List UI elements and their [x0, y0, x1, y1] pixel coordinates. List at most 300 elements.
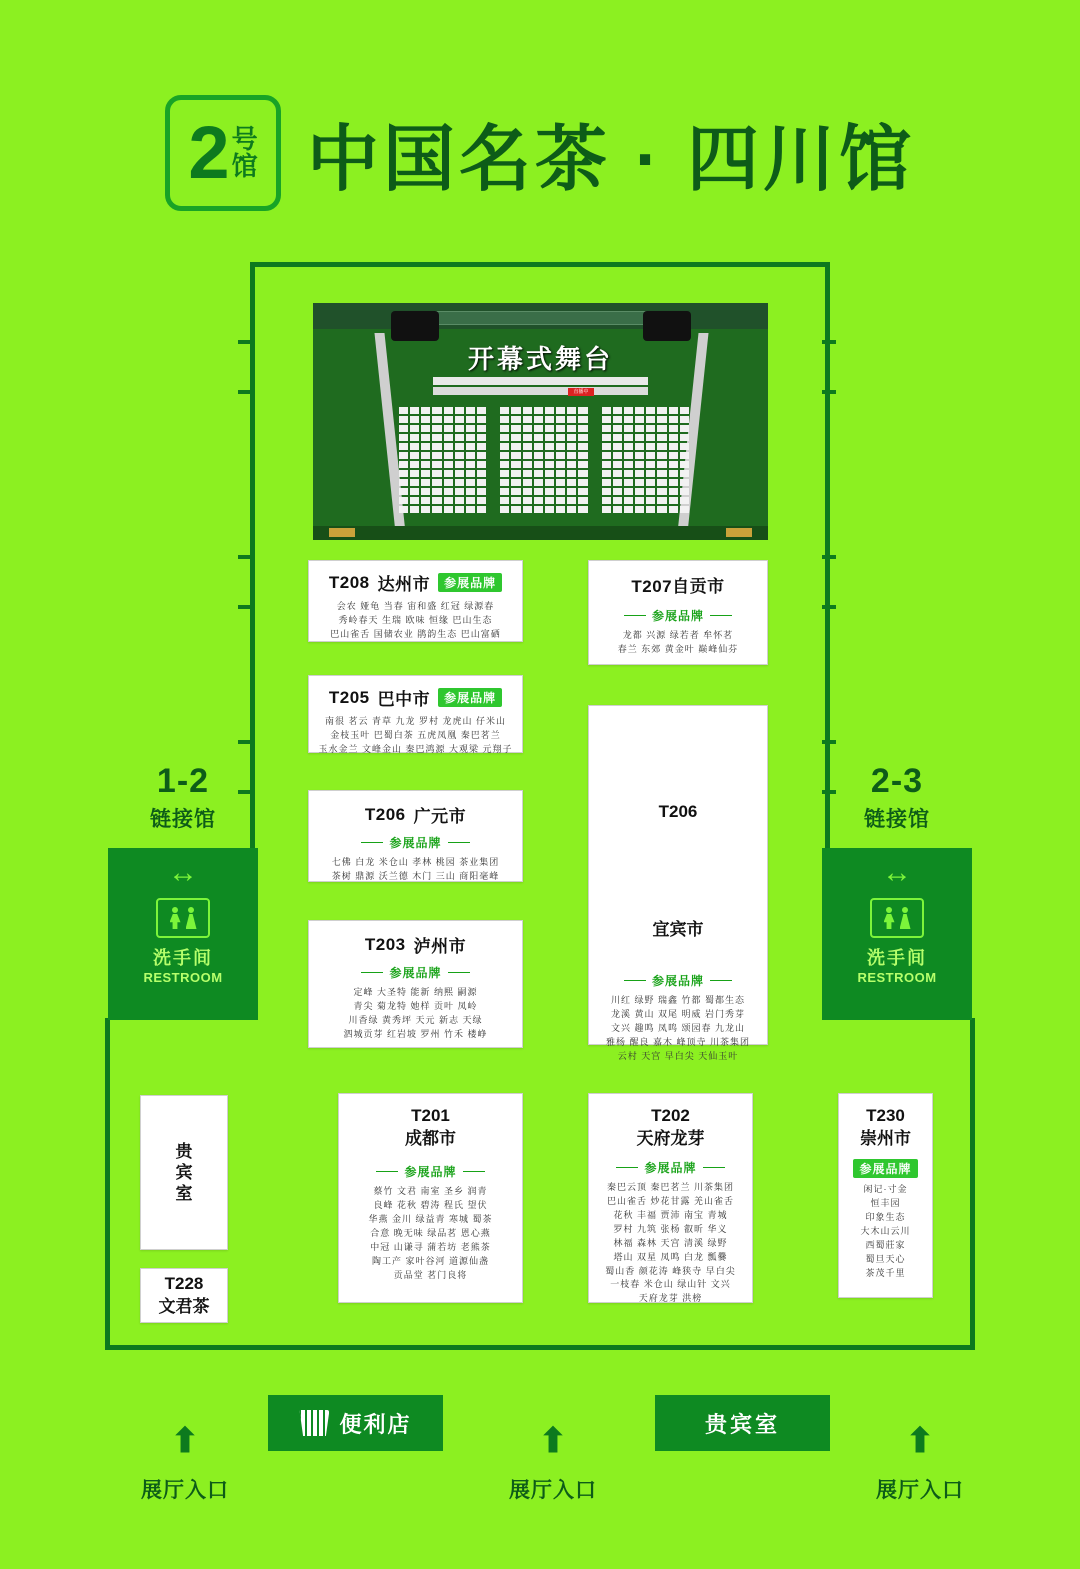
seat	[477, 416, 486, 423]
seat	[635, 470, 644, 477]
seat	[523, 470, 532, 477]
seat	[410, 416, 419, 423]
link-hall-left-code: 1-2	[156, 762, 210, 800]
seat	[421, 452, 430, 459]
seat	[556, 425, 565, 432]
seat	[399, 479, 408, 486]
seat	[455, 443, 464, 450]
seat	[657, 443, 666, 450]
seat	[511, 452, 520, 459]
seat	[680, 443, 689, 450]
link-hall-right-label: 链接馆	[864, 808, 930, 831]
seat	[646, 434, 655, 441]
seat	[635, 488, 644, 495]
seat	[624, 506, 633, 513]
vip-room-label: 贵 宾 室	[175, 1141, 193, 1204]
brand-row: 七佛 白龙 米仓山 孝林 桃园 茶业集团	[331, 857, 500, 867]
brand-row: 一枝春 米仓山 绿山针 文兴	[610, 1279, 731, 1290]
seat	[613, 488, 622, 495]
seat	[523, 461, 532, 468]
seat	[646, 470, 655, 477]
seat	[432, 470, 441, 477]
hall-suffix	[231, 123, 258, 181]
brand-row: 龙溪 黄山 双尾 明威 岩门秀芽	[610, 1008, 745, 1019]
booth-city: 广元市	[413, 807, 467, 826]
seat	[466, 470, 475, 477]
seat	[680, 479, 689, 486]
seat	[477, 443, 486, 450]
brand-row: 春兰 东郊 黄金叶 巅峰仙芬	[617, 643, 739, 654]
seat	[466, 452, 475, 459]
seat	[432, 479, 441, 486]
seat	[455, 452, 464, 459]
stage-title: 开幕式舞台	[467, 344, 613, 374]
link-hall-right-code: 2-3	[870, 762, 924, 800]
seat	[455, 407, 464, 414]
seat	[477, 479, 486, 486]
seat	[523, 407, 532, 414]
seat	[500, 443, 509, 450]
seat	[421, 461, 430, 468]
seat	[657, 407, 666, 414]
seat	[455, 479, 464, 486]
seat	[635, 452, 644, 459]
seat	[421, 443, 430, 450]
booth-code: T203	[364, 934, 406, 954]
stage-screen-tag: 直播中	[568, 388, 594, 396]
entrance-center[interactable]	[478, 1424, 628, 1504]
seat	[567, 416, 576, 423]
seat	[624, 425, 633, 432]
brand-row: 茶树 鼎源 沃兰德 木门 三山 商阳毫峰	[331, 870, 500, 881]
seat	[466, 443, 475, 450]
wall-tick	[822, 605, 836, 609]
shopping-basket-icon	[299, 1410, 329, 1436]
seat	[680, 434, 689, 441]
brand-tag: 参展品牌	[853, 1159, 917, 1178]
stage-base	[313, 526, 768, 540]
up-arrow-icon: ⬆	[170, 1422, 200, 1460]
brand-row: 恒丰园	[870, 1197, 901, 1208]
seat	[556, 407, 565, 414]
seat	[432, 452, 441, 459]
brand-tag: 参展品牌	[438, 573, 502, 592]
seat	[534, 506, 543, 513]
seat	[680, 470, 689, 477]
link-hall-right	[822, 762, 972, 833]
seat	[444, 470, 453, 477]
booth-city: 文君茶	[158, 1296, 210, 1316]
seat	[556, 452, 565, 459]
seat	[500, 434, 509, 441]
seat-block	[602, 407, 689, 525]
seat	[421, 407, 430, 414]
seat	[523, 506, 532, 513]
brand-row: 南很 茗云 青草 九龙 罗村 龙虎山 仔米山	[324, 716, 506, 726]
seat	[680, 497, 689, 504]
seat	[432, 407, 441, 414]
stage-screen-lower	[433, 387, 648, 395]
hall-number: 2	[188, 111, 228, 194]
seat	[635, 416, 644, 423]
seat	[523, 452, 532, 459]
seat	[556, 506, 565, 513]
vip-room-left[interactable]	[140, 1095, 228, 1250]
booth-t208[interactable]	[308, 560, 523, 642]
seat	[466, 497, 475, 504]
seat	[635, 479, 644, 486]
seat	[646, 461, 655, 468]
seat	[511, 470, 520, 477]
seat	[545, 461, 554, 468]
seat	[511, 407, 520, 414]
brand-row: 川红 绿野 瑞鑫 竹都 蜀都生态	[610, 994, 745, 1005]
seat	[657, 452, 666, 459]
brand-list	[595, 1181, 746, 1306]
seat	[680, 452, 689, 459]
seat	[613, 434, 622, 441]
seat	[511, 434, 520, 441]
seat	[511, 461, 520, 468]
brand-divider-label: 参展品牌	[315, 964, 516, 981]
seat	[602, 506, 611, 513]
seat	[556, 443, 565, 450]
booth-code: T206	[364, 804, 406, 824]
seat	[646, 416, 655, 423]
stage-screen	[433, 377, 648, 385]
speaker-icon	[643, 311, 691, 341]
seat	[534, 407, 543, 414]
seat	[511, 488, 520, 495]
brand-row: 塔山 双星 凤鸣 白龙 瓢爨	[613, 1251, 728, 1262]
seat	[613, 416, 622, 423]
seat	[444, 488, 453, 495]
brand-row: 云村 天宫 早白尖 天仙玉叶	[617, 1050, 739, 1061]
seat	[646, 497, 655, 504]
brand-row: 天府龙芽 洪榜	[638, 1293, 703, 1304]
seat	[602, 425, 611, 432]
up-arrow-icon: ⬆	[538, 1422, 568, 1460]
booth-code: T208	[328, 572, 370, 592]
brand-list	[315, 600, 516, 642]
seat	[578, 425, 587, 432]
seat	[432, 497, 441, 504]
wall-tick	[238, 390, 252, 394]
seat	[578, 506, 587, 513]
seat	[556, 470, 565, 477]
seat	[500, 488, 509, 495]
restroom-label-cn: 洗手间	[867, 948, 927, 968]
seat	[421, 470, 430, 477]
seat	[680, 506, 689, 513]
booth-code: T205	[328, 687, 370, 707]
brand-list	[843, 1183, 928, 1281]
seat	[624, 452, 633, 459]
seat	[624, 443, 633, 450]
seat	[613, 506, 622, 513]
booth-t206-yibin[interactable]	[588, 705, 768, 1061]
brand-row: 蜀山香 颜花涛 峰狭寺 早白尖	[605, 1265, 736, 1276]
seat	[624, 470, 633, 477]
seat	[680, 416, 689, 423]
brand-divider-label: 参展品牌	[345, 1163, 516, 1180]
seat	[669, 452, 678, 459]
brand-list	[345, 1185, 516, 1283]
seat	[466, 479, 475, 486]
brand-row: 青尖 菊龙特 她样 贡叶 凤岭	[353, 1000, 478, 1011]
hall-suffix-1: 号	[231, 123, 258, 154]
booth-city: 达州市	[377, 575, 431, 594]
seat	[432, 434, 441, 441]
brand-row: 良峰 花秋 碧涛 程氏 望伏	[373, 1199, 488, 1210]
seat	[657, 479, 666, 486]
seat	[556, 497, 565, 504]
seat	[624, 434, 633, 441]
seat	[545, 479, 554, 486]
seat	[523, 425, 532, 432]
seat	[657, 434, 666, 441]
seat	[669, 479, 678, 486]
wall-tick	[822, 340, 836, 344]
male-icon	[884, 907, 895, 929]
booth-city: 泸州市	[413, 937, 467, 956]
seat	[455, 434, 464, 441]
seat	[534, 461, 543, 468]
seat-block	[500, 407, 587, 525]
seat	[578, 497, 587, 504]
seat	[477, 506, 486, 513]
seat	[432, 461, 441, 468]
booth-code-city	[631, 572, 724, 597]
brand-row: 中冠 山谦寻 蒲若坊 老熊茶	[370, 1241, 491, 1252]
seat	[602, 434, 611, 441]
booth-t205[interactable]	[308, 675, 523, 753]
seat	[567, 470, 576, 477]
seat	[421, 497, 430, 504]
brand-list	[595, 629, 761, 657]
seat	[613, 497, 622, 504]
brand-row: 会农 娅龟 当春 宙和盛 红冠 绿源春	[336, 601, 495, 611]
seat	[534, 497, 543, 504]
seat	[534, 443, 543, 450]
brand-row: 大木山云川	[860, 1225, 911, 1236]
seat	[624, 407, 633, 414]
brand-divider-label: 参展品牌	[589, 972, 767, 989]
seat	[556, 434, 565, 441]
seat	[613, 425, 622, 432]
seat	[399, 452, 408, 459]
seat	[657, 461, 666, 468]
seat	[511, 497, 520, 504]
seat	[635, 425, 644, 432]
booth-t228[interactable]	[140, 1268, 228, 1323]
seat	[556, 479, 565, 486]
restroom-right[interactable]	[822, 848, 972, 1020]
seat	[534, 416, 543, 423]
brand-tag: 参展品牌	[438, 688, 502, 707]
seat	[680, 461, 689, 468]
restroom-icon	[870, 898, 924, 938]
brand-row: 龙都 兴源 绿若者 牟怀茗	[622, 630, 734, 640]
seat	[534, 434, 543, 441]
seat	[567, 506, 576, 513]
seat	[421, 416, 430, 423]
seat	[399, 488, 408, 495]
seat	[410, 425, 419, 432]
seat	[646, 443, 655, 450]
brand-row: 合意 晚无味 绿品茗 恩心燕	[370, 1227, 491, 1238]
seat	[477, 470, 486, 477]
seat	[523, 416, 532, 423]
seat	[421, 434, 430, 441]
seat	[556, 488, 565, 495]
seat	[578, 461, 587, 468]
convenience-store[interactable]	[268, 1395, 443, 1451]
brand-divider-label: 参展品牌	[595, 607, 761, 624]
restroom-left[interactable]	[108, 848, 258, 1020]
seat	[523, 443, 532, 450]
seat	[534, 470, 543, 477]
brand-row: 林福 森林 天宫 清溪 绿野	[613, 1237, 728, 1248]
entrance-right[interactable]	[845, 1424, 995, 1504]
stage-banner	[408, 311, 675, 325]
booth-header	[315, 570, 516, 595]
seat	[545, 425, 554, 432]
seat	[680, 425, 689, 432]
brand-row: 闲记·寸金	[863, 1183, 908, 1194]
booth-t207[interactable]	[588, 560, 768, 665]
seat	[410, 434, 419, 441]
booth-header	[315, 932, 516, 957]
vip-room-bottom[interactable]: 贵宾室	[655, 1395, 830, 1451]
seat	[444, 506, 453, 513]
booth-header	[315, 685, 516, 710]
seat	[399, 434, 408, 441]
seat	[657, 425, 666, 432]
seat	[556, 461, 565, 468]
seat	[578, 434, 587, 441]
seat	[432, 488, 441, 495]
seat	[646, 479, 655, 486]
female-icon	[900, 907, 911, 929]
convenience-store-label: 便利店	[339, 1411, 412, 1437]
seat	[657, 488, 666, 495]
seat	[534, 479, 543, 486]
seat	[602, 416, 611, 423]
seat	[455, 470, 464, 477]
seat	[657, 470, 666, 477]
brand-divider-label: 参展品牌	[315, 834, 516, 851]
seat	[567, 425, 576, 432]
seat	[410, 461, 419, 468]
brand-row: 定峰 大圣特 能新 纳熙 嗣源	[353, 987, 478, 997]
seat	[646, 488, 655, 495]
seat	[602, 488, 611, 495]
seat	[545, 434, 554, 441]
seat	[669, 461, 678, 468]
seat	[523, 497, 532, 504]
seat	[500, 452, 509, 459]
seat	[624, 488, 633, 495]
seat	[444, 479, 453, 486]
seat	[545, 497, 554, 504]
brand-row: 贡品堂 茗门良将	[393, 1269, 468, 1280]
link-hall-left-label: 链接馆	[150, 808, 216, 831]
booth-t202[interactable]	[588, 1093, 753, 1303]
entrance-label: 展厅入口	[509, 1479, 597, 1502]
booth-t206-guangyuan[interactable]	[308, 790, 523, 882]
speaker-icon	[391, 311, 439, 341]
seat	[602, 443, 611, 450]
seat	[444, 497, 453, 504]
brand-row: 华燕 金川 绿益青 寒城 蜀茶	[368, 1213, 493, 1224]
seat	[635, 443, 644, 450]
seat	[635, 461, 644, 468]
seat	[567, 497, 576, 504]
brand-divider-label: 参展品牌	[595, 1159, 746, 1176]
brand-row: 蔡竹 文君 南室 圣乡 润青	[373, 1185, 488, 1196]
female-icon	[186, 907, 197, 929]
booth-code: T201	[411, 1106, 450, 1125]
seat	[669, 506, 678, 513]
seat	[399, 425, 408, 432]
seat	[545, 488, 554, 495]
seat	[511, 425, 520, 432]
seat	[500, 407, 509, 414]
brand-row: 巴山雀舌 炒花甘露 羌山雀舌	[606, 1195, 734, 1206]
seat	[646, 425, 655, 432]
brand-row: 雅杨 醒良 嘉木 峰顶寺 川茶集团	[605, 1036, 750, 1047]
seat	[410, 452, 419, 459]
seat	[545, 416, 554, 423]
brand-row: 金枝玉叶 巴蜀白茶 五虎凤凰 秦巴茗兰	[330, 729, 501, 740]
seat	[399, 470, 408, 477]
seat	[500, 470, 509, 477]
seat	[534, 488, 543, 495]
booth-t230[interactable]	[838, 1093, 933, 1298]
seat	[613, 407, 622, 414]
entrance-left[interactable]	[110, 1424, 260, 1504]
seat	[613, 479, 622, 486]
seat	[511, 506, 520, 513]
seat	[578, 470, 587, 477]
seat	[444, 416, 453, 423]
seat	[466, 425, 475, 432]
seat	[511, 416, 520, 423]
brand-list	[589, 994, 767, 1064]
seating-area	[399, 407, 689, 525]
booth-t203[interactable]	[308, 920, 523, 1048]
seat	[657, 506, 666, 513]
left-right-arrow-icon: ↔	[882, 856, 912, 889]
seat	[613, 461, 622, 468]
booth-city: 巴中市	[377, 690, 431, 709]
brand-row: 巴山雀舌 国储农业 鹃韵生态 巴山富硒	[330, 628, 501, 639]
restroom-icon	[156, 898, 210, 938]
seat	[444, 425, 453, 432]
seat	[455, 506, 464, 513]
seat	[410, 470, 419, 477]
seat	[477, 407, 486, 414]
seat	[500, 497, 509, 504]
seat-block	[399, 407, 486, 525]
brand-row: 玉水金兰 文峰金山 秦巴鸿源 大观梁 元翔子	[318, 743, 513, 754]
booth-t201[interactable]	[338, 1093, 523, 1303]
seat	[613, 470, 622, 477]
seat	[477, 425, 486, 432]
seat	[511, 443, 520, 450]
brand-list	[315, 715, 516, 757]
